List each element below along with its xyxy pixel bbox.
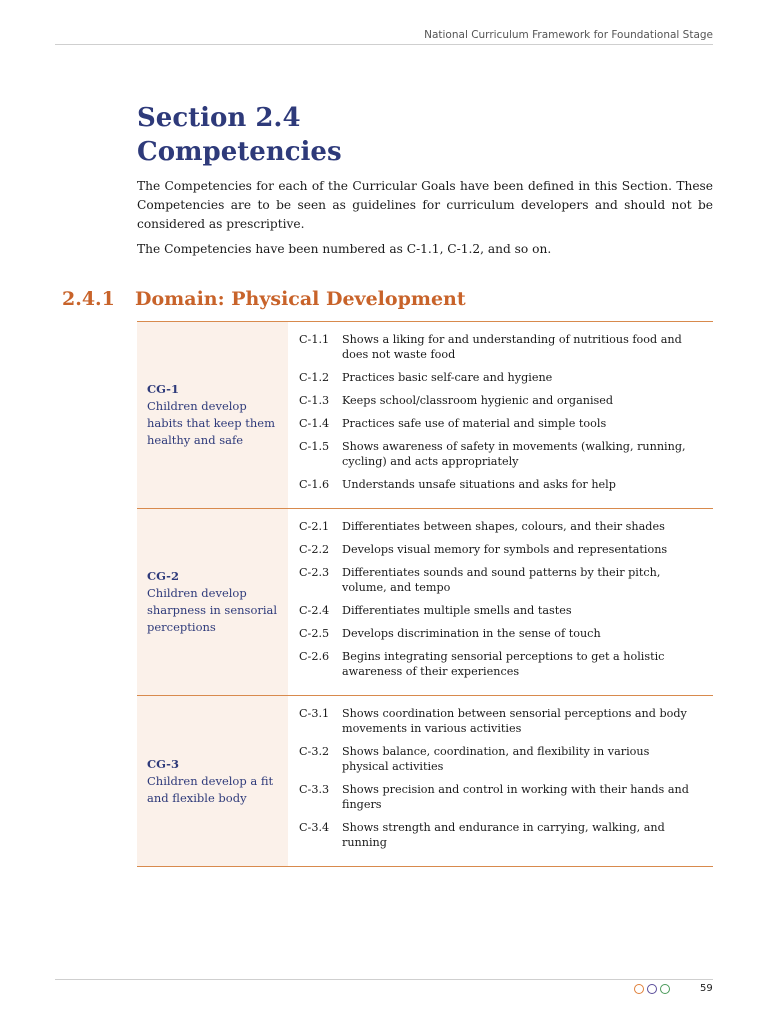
competency-item (299, 519, 713, 534)
competency-code: C-2.5 (299, 627, 330, 640)
competency-item (299, 649, 713, 679)
competency-text: Develops discrimination in the sense of touch (342, 627, 601, 640)
competency-code: C-1.4 (299, 417, 330, 430)
competency-text: Shows balance, coordination, and flexibility in various physical activities (342, 745, 650, 773)
competency-code: C-2.6 (299, 650, 330, 663)
competency-text: Practices basic self-care and hygiene (342, 371, 553, 384)
competency-text: Keeps school/classroom hygienic and organised (342, 394, 614, 407)
goal-cell (137, 322, 288, 508)
goal-row (137, 508, 713, 695)
goal-row (137, 321, 713, 508)
competency-code: C-3.1 (299, 707, 330, 720)
competency-text: Practices safe use of material and simple tools (342, 417, 607, 430)
competency-text: Understands unsafe situations and asks for help (342, 478, 616, 491)
goal-code: CG-1 (147, 382, 179, 396)
orange-logo-icon (634, 984, 644, 994)
goal-code: CG-3 (147, 756, 179, 771)
competency-text: Shows awareness of safety in movements (walking, running, cycling) and acts appropriately (342, 440, 686, 468)
competency-item (299, 332, 713, 362)
competency-list (288, 322, 713, 508)
competency-code: C-1.6 (299, 478, 330, 491)
domain-number: 2.4.1 (62, 288, 115, 310)
section-number: Section 2.4 (137, 103, 301, 133)
competency-item (299, 565, 713, 595)
competency-item (299, 542, 713, 557)
competency-code: C-1.1 (299, 333, 330, 346)
competency-text: Shows precision and control in working with their hands and fingers (342, 783, 689, 811)
section-name: Competencies (137, 137, 342, 167)
goal-description: Children develop sharpness in sensorial perceptions (147, 586, 278, 634)
competency-text: Begins integrating sensorial perceptions to get a holistic awareness of their experiences (342, 650, 665, 678)
competency-text: Shows strength and endurance in carrying, walking, and running (342, 821, 665, 849)
goal-description: Children develop a fit and flexible body (147, 773, 274, 805)
goal-code: CG-2 (147, 569, 179, 583)
competency-item (299, 603, 713, 618)
section-title (137, 101, 342, 169)
competency-text: Shows coordination between sensorial perceptions and body movements in various activities (342, 707, 687, 735)
competency-item (299, 416, 713, 431)
numbering-note: The Competencies have been numbered as C-1.1, C-1.2, and so on. (137, 242, 552, 256)
competency-text: Differentiates multiple smells and tastes (342, 604, 572, 617)
goal-row (137, 695, 713, 867)
competency-text: Differentiates sounds and sound patterns by their pitch, volume, and tempo (342, 566, 661, 594)
competency-code: C-2.1 (299, 520, 330, 533)
goal-cell (137, 696, 288, 866)
competency-text: Develops visual memory for symbols and representations (342, 543, 668, 556)
running-head: National Curriculum Framework for Foundational Stage (424, 29, 713, 41)
competency-list (288, 509, 713, 695)
purple-logo-icon (647, 984, 657, 994)
competency-item (299, 706, 713, 736)
competency-item (299, 439, 713, 469)
domain-title: Domain: Physical Development (135, 288, 466, 310)
header-rule (55, 44, 713, 45)
competency-item (299, 820, 713, 850)
competency-item (299, 370, 713, 385)
competency-code: C-3.4 (299, 821, 330, 834)
page-number: 59 (700, 983, 713, 994)
competency-item (299, 782, 713, 812)
competency-item (299, 393, 713, 408)
competency-code: C-2.4 (299, 604, 330, 617)
competency-code: C-1.3 (299, 394, 330, 407)
competency-item (299, 626, 713, 641)
competency-code: C-1.5 (299, 440, 330, 453)
competency-table (137, 321, 713, 867)
competency-code: C-3.3 (299, 783, 330, 796)
competency-item (299, 477, 713, 492)
competency-item (299, 744, 713, 774)
domain-heading (62, 286, 466, 312)
footer-logos (634, 984, 670, 994)
competency-code: C-3.2 (299, 745, 330, 758)
green-logo-icon (660, 984, 670, 994)
intro-paragraph: The Competencies for each of the Curricular Goals have been defined in this Section. These Competencies are to be seen as guidelines for curriculum developers and should not be considered as prescriptive. (137, 179, 713, 231)
competency-code: C-2.2 (299, 543, 330, 556)
competency-text: Shows a liking for and understanding of nutritious food and does not waste food (342, 333, 682, 361)
competency-list (288, 696, 713, 866)
competency-text: Differentiates between shapes, colours, and their shades (342, 520, 665, 533)
footer-rule (55, 979, 713, 980)
goal-cell (137, 509, 288, 695)
competency-code: C-1.2 (299, 371, 330, 384)
goal-description: Children develop habits that keep them healthy and safe (147, 399, 275, 447)
competency-code: C-2.3 (299, 566, 330, 579)
